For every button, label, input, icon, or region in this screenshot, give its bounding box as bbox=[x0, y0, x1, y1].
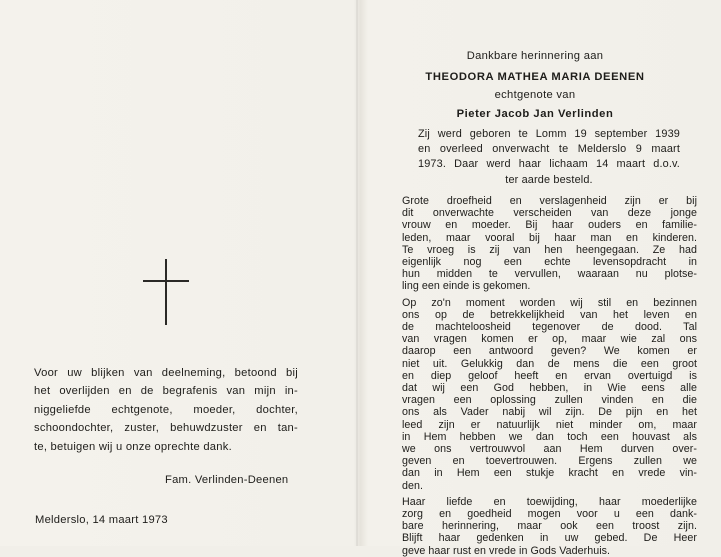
family-signature: Fam. Verlinden-Deenen bbox=[165, 474, 289, 486]
paragraph-line: leden, maar vooral bij haar man en kinderen. bbox=[402, 231, 697, 244]
paragraph-line: we ons vertrouwvol aan Hem durven over- bbox=[402, 443, 697, 456]
paragraph-line: zorg en goedheid mogen voor u een dank- bbox=[402, 508, 697, 521]
paragraph-line: dat wij een God hebben, in Wie eens alle bbox=[402, 382, 697, 395]
paragraph-line: daarop een antwoord geven? We komen er bbox=[402, 345, 697, 358]
thanks-line: schoondochter, zuster, behuwdzuster en tan- bbox=[34, 422, 298, 435]
paragraph-line: en diep geloof heeft en ervan overtuigd is bbox=[402, 369, 697, 382]
paragraph-line: dan in Hem een stukje kracht en vrede vin- bbox=[402, 467, 697, 480]
paragraph-line: Blijft haar gedenken in uw gebed. De Heer bbox=[402, 532, 697, 545]
card-fold-line bbox=[356, 0, 358, 546]
bio-line: Zij werd geboren te Lomm 19 september 1939 bbox=[418, 128, 680, 140]
place-date: Melderslo, 14 maart 1973 bbox=[35, 514, 168, 526]
paragraph-line: Haar liefde en toewijding, haar moederlijke bbox=[402, 495, 697, 508]
paragraph-line: van vragen komen er op, maar wie zal ons bbox=[402, 333, 697, 346]
paragraph-line: de machteloosheid tegenover de dood. Tal bbox=[402, 321, 697, 334]
bio-line: 1973. Daar werd haar lichaam 14 maart d.o.v. bbox=[418, 158, 680, 171]
paragraph-line: Op zo'n moment worden wij stil en bezinnen bbox=[402, 296, 697, 309]
thanks-line: te, betuigen wij u onze oprechte dank. bbox=[34, 440, 232, 453]
biography bbox=[418, 127, 680, 188]
paragraph-line: eigenlijk nog een echte levensopdracht in bbox=[402, 256, 697, 269]
memorial-text bbox=[402, 195, 697, 557]
thanks-line: niggeliefde echtgenote, moeder, dochter, bbox=[34, 403, 298, 416]
paragraph-line: ons als Vader nabij wil zijn. De pijn en het bbox=[402, 406, 697, 419]
deceased-name: THEODORA MATHEA MARIA DEENEN bbox=[425, 71, 645, 83]
paragraph-line: bare herinnering, maar ook een troost zijn. bbox=[402, 520, 697, 533]
paragraph-line: Te vroeg is zij van hen heengegaan. Ze had bbox=[402, 243, 697, 256]
paragraph-line: geven en toevertrouwen. Ergens zullen we bbox=[402, 455, 697, 468]
bio-line: en overleed onverwacht te Melderslo 9 maart bbox=[418, 143, 680, 156]
thanks-line: Voor uw blijken van deelneming, betoond bij bbox=[34, 367, 298, 379]
remembrance-heading: Dankbare herinnering aan bbox=[466, 50, 604, 62]
paragraph-line: leed zijn er natuurlijk niet minder om, maar bbox=[402, 418, 697, 431]
relation-text: echtgenote van bbox=[494, 89, 576, 101]
paragraph-line: ling een einde is gekomen. bbox=[402, 280, 531, 293]
paragraph-line: den. bbox=[402, 479, 424, 492]
thanks-message bbox=[34, 364, 298, 456]
paragraph-line: ons op de betrekkelijkheid van het leven en bbox=[402, 308, 697, 321]
cross-horizontal-bar bbox=[143, 280, 189, 282]
paragraph-line: dit onverwachte verscheiden van deze jonge bbox=[402, 207, 697, 220]
spouse-name: Pieter Jacob Jan Verlinden bbox=[456, 108, 614, 120]
paragraph-line: niet uit. Gelukkig dan de mens die een groot bbox=[402, 357, 697, 370]
paragraph-line: hun midden te vervullen, waaraan nu plotse- bbox=[402, 268, 697, 281]
paragraph-line: in Hem hebben we dan toch een houvast als bbox=[402, 430, 697, 443]
thanks-line: het overlijden en de begrafenis van mijn in- bbox=[34, 385, 298, 398]
paragraph-line: geve haar rust en vrede in Gods Vaderhuis. bbox=[402, 544, 611, 557]
bio-line: ter aarde besteld. bbox=[505, 173, 593, 186]
cross-vertical-bar bbox=[165, 259, 167, 325]
paragraph-line: vrouw en moeder. Bij haar ouders en familie- bbox=[402, 219, 697, 232]
paragraph-line: vragen een oplossing zullen vinden en die bbox=[402, 394, 697, 407]
paragraph-line: Grote droefheid en verslagenheid zijn er bij bbox=[402, 195, 697, 207]
